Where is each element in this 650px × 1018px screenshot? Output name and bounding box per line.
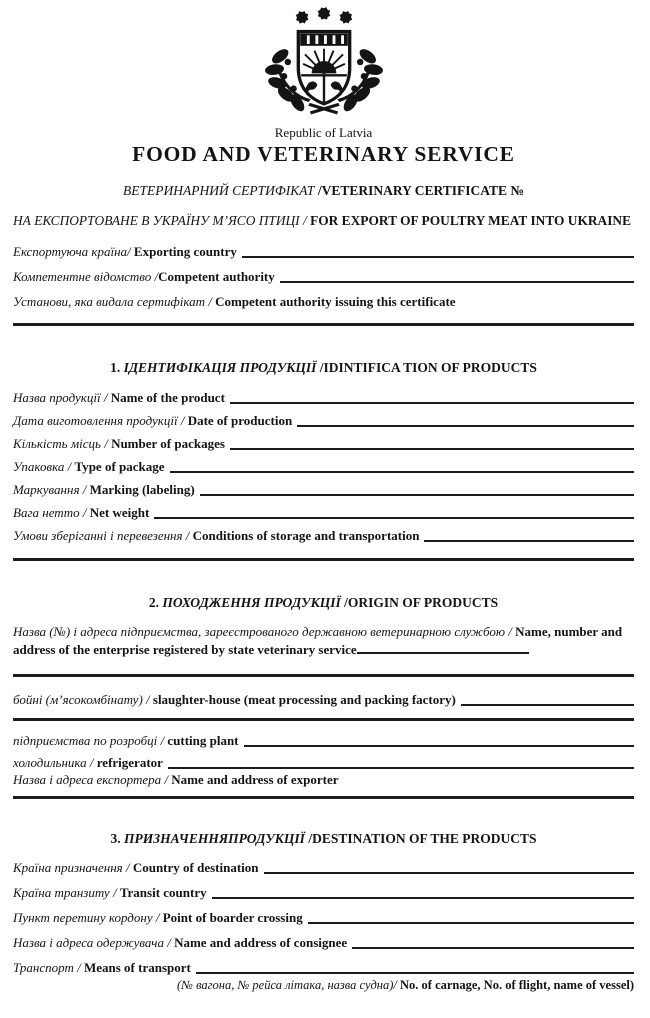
label-en: Competent authority issuing this certificate	[215, 294, 456, 309]
ruled-line	[13, 323, 634, 326]
field-package-type	[13, 459, 634, 475]
field-label	[13, 294, 456, 310]
label-uk: Експортуюча країна/	[13, 244, 134, 259]
label-uk: Назва продукції /	[13, 390, 111, 405]
label-uk: Компетентне відомство /	[13, 269, 159, 284]
section-heading-destination	[13, 831, 634, 847]
label-uk: бойні (м’ясокомбінату) /	[13, 692, 153, 708]
write-in-line	[196, 972, 634, 974]
field-marking	[13, 482, 634, 498]
field-competent-authority	[13, 269, 634, 285]
certificate-title-uk: ВЕТЕРИНАРНИЙ СЕРТИФІКАТ	[123, 183, 318, 198]
field-refrigerator	[13, 755, 634, 771]
label-uk: Маркування /	[13, 482, 90, 497]
ruled-line	[13, 674, 634, 677]
field-label	[13, 935, 347, 951]
field-label	[13, 755, 163, 771]
label-en: refrigerator	[96, 755, 163, 771]
transport-note-uk: (№ вагона, № рейса літака, назва судна)/	[177, 978, 401, 993]
field-number-of-packages	[13, 436, 634, 452]
label-uk: Назва і адреса одержувача /	[13, 935, 175, 951]
field-label	[13, 885, 207, 901]
label-en: Transit country	[119, 885, 207, 901]
write-in-line	[170, 471, 634, 473]
label-en: Point of boarder crossing	[162, 910, 303, 926]
field-slaughter-house	[13, 692, 634, 708]
section-title-uk: ІДЕНТИФІКАЦІЯ ПРОДУКЦІЇ	[120, 360, 320, 375]
field-label	[13, 390, 225, 406]
label-uk: підприємства по розробці /	[13, 733, 168, 749]
field-label	[13, 244, 237, 260]
field-label	[13, 482, 195, 498]
label-en: Country of destination	[132, 860, 259, 876]
write-in-line	[242, 256, 634, 258]
label-uk: Назва і адреса експортера /	[13, 772, 172, 788]
section-title-uk: ПОХОДЖЕННЯ ПРОДУКЦІЇ	[158, 595, 345, 610]
field-label	[13, 436, 225, 452]
field-label	[13, 413, 292, 429]
section-number: 3.	[110, 831, 121, 847]
write-in-line	[297, 425, 634, 427]
field-destination-country	[13, 860, 634, 876]
subject-uk: НА ЕКСПОРТОВАНЕ В УКРАЇНУ М’ЯСО ПТИЦІ /	[13, 213, 311, 228]
section-title-uk: ПРИЗНАЧЕННЯПРОДУКЦІЇ	[120, 831, 309, 847]
field-exporter	[13, 772, 634, 788]
label-en: Conditions of storage and transportation	[192, 528, 420, 543]
label-en: Competent authority	[158, 269, 275, 284]
write-in-line	[230, 402, 634, 404]
ruled-line	[13, 718, 634, 721]
field-transit-country	[13, 885, 634, 901]
subject-en: FOR EXPORT OF POULTRY MEAT INTO UKRAINE	[310, 213, 632, 228]
transport-note-en: No. of carnage, No. of flight, name of vessel)	[400, 978, 634, 993]
field-label	[13, 505, 149, 521]
write-in-line	[308, 922, 634, 924]
section-title-en: /IDINTIFICA TION OF PRODUCTS	[319, 360, 537, 375]
field-border-crossing	[13, 910, 634, 926]
label-en: Number of packages	[111, 436, 225, 451]
crest-container	[13, 6, 634, 123]
label-uk: холодильника /	[13, 755, 97, 771]
label-uk: Умови зберіганні і перевезення /	[13, 528, 193, 543]
write-in-line	[168, 767, 634, 769]
write-in-line	[244, 745, 634, 747]
service-title: FOOD AND VETERINARY SERVICE	[132, 142, 515, 166]
label-uk: Дата виготовлення продукції /	[13, 413, 188, 428]
latvia-coat-of-arms-icon	[265, 6, 383, 118]
field-label	[13, 733, 239, 749]
ruled-line	[13, 796, 634, 799]
field-consignee	[13, 935, 634, 951]
country-title: Republic of Latvia	[274, 125, 373, 140]
label-en: Name and address of consignee	[174, 935, 348, 951]
label-en: Means of transport	[83, 960, 191, 976]
ruled-line	[13, 558, 634, 561]
field-exporting-country	[13, 244, 634, 260]
field-label	[13, 269, 275, 285]
field-label	[13, 960, 191, 976]
label-en: Name and address of exporter	[171, 772, 339, 788]
write-in-line	[154, 517, 634, 519]
write-in-line	[230, 448, 634, 450]
label-uk: Країна призначення /	[13, 860, 133, 876]
field-label	[13, 692, 456, 708]
label-en: Name, number and address of the enterprise registered by state veterinary service	[13, 624, 623, 657]
label-uk: Упаковка /	[13, 459, 75, 474]
label-en: Net weight	[89, 505, 150, 520]
field-label	[13, 459, 165, 475]
label-en: Date of production	[187, 413, 293, 428]
label-uk: Транспорт /	[13, 960, 84, 976]
label-uk: Вага нетто /	[13, 505, 90, 520]
label-en: Name of the product	[110, 390, 225, 405]
field-label	[13, 528, 419, 544]
transport-note	[13, 978, 634, 993]
field-label	[13, 910, 303, 926]
label-en: Marking (labeling)	[89, 482, 195, 497]
write-in-line	[461, 704, 634, 706]
write-in-line	[357, 641, 529, 654]
label-uk: Пункт перетину кордону /	[13, 910, 163, 926]
certificate-title	[13, 183, 634, 199]
label-en: slaughter-house (meat processing and packing factory)	[152, 692, 456, 708]
write-in-line	[352, 947, 634, 949]
field-production-date	[13, 413, 634, 429]
subject-line	[13, 213, 634, 229]
write-in-line	[424, 540, 634, 542]
section-heading-origin	[13, 595, 634, 611]
field-enterprise-name	[13, 623, 634, 658]
section-number: 1.	[110, 360, 121, 375]
field-net-weight	[13, 505, 634, 521]
field-label	[13, 772, 339, 788]
write-in-line	[212, 897, 634, 899]
section-heading-identification	[13, 360, 634, 376]
write-in-line	[200, 494, 634, 496]
field-issuing-authority	[13, 294, 634, 310]
label-uk: Кількість місць /	[13, 436, 112, 451]
write-in-line	[264, 872, 634, 874]
section-number: 2.	[148, 595, 159, 610]
label-en: Type of package	[74, 459, 165, 474]
field-storage-conditions	[13, 528, 634, 544]
field-label	[13, 860, 259, 876]
veterinary-certificate-document	[0, 6, 650, 993]
field-cutting-plant	[13, 733, 634, 749]
write-in-line	[280, 281, 634, 283]
label-en: cutting plant	[167, 733, 239, 749]
field-product-name	[13, 390, 634, 406]
label-uk: Установи, яка видала сертифікат /	[13, 294, 216, 309]
section-title-en: /DESTINATION OF THE PRODUCTS	[308, 831, 537, 847]
label-uk: Країна транзиту /	[13, 885, 120, 901]
section-title-en: /ORIGIN OF PRODUCTS	[344, 595, 499, 610]
field-transport	[13, 960, 634, 976]
certificate-title-en: /VETERINARY CERTIFICATE №	[317, 183, 524, 198]
label-en: Exporting country	[133, 244, 237, 259]
label-uk: Назва (№) і адреса підприємства, зареєстрованого державною ветеринарною службою /	[13, 624, 516, 639]
